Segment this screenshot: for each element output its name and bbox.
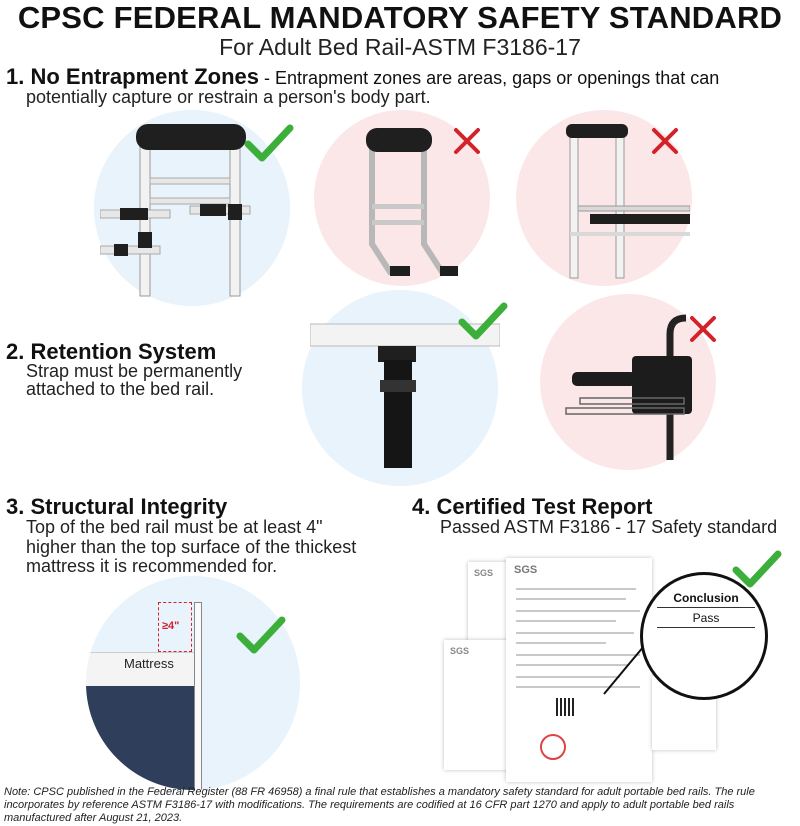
footer-note-line3: manufactured after August 21, 2023. (4, 812, 183, 824)
section-4-heading-text: 4. Certified Test Report (412, 494, 653, 519)
footer-note (4, 786, 796, 825)
report-text-line (516, 588, 636, 590)
section-3-line3: mattress it is recommended for. (26, 556, 278, 576)
section-2-line1: Strap must be permanently (26, 361, 243, 381)
mattress-label: Mattress (124, 656, 174, 671)
section-3-heading-text: 3. Structural Integrity (6, 494, 228, 519)
check-icon (458, 300, 508, 342)
page-subtitle: For Adult Bed Rail-ASTM F3186-17 (219, 34, 581, 60)
height-label: ≥4" (162, 620, 180, 632)
report-text-line (516, 610, 640, 612)
stamp-seal (540, 734, 566, 760)
report-text-line (516, 642, 606, 644)
check-icon (244, 122, 294, 164)
section-2-line2: attached to the bed rail. (26, 379, 215, 399)
footer-note-line2: incorporates by reference ASTM F3186-17 with modifications. The requirements are codified at 16 CFR part 1270 and apply to adult portable bed rails (4, 799, 735, 811)
report-brand-front: SGS (514, 564, 538, 576)
bed-base-shape (86, 686, 194, 790)
section-1-description: - Entrapment zones are areas, gaps or openings that can (259, 68, 720, 88)
section-2-heading-text: 2. Retention System (6, 339, 217, 364)
section-3-line2: higher than the top surface of the thickest (26, 537, 357, 557)
conclusion-zoom-circle (640, 572, 768, 700)
page-title: CPSC FEDERAL MANDATORY SAFETY STANDARD (17, 0, 783, 35)
section-3-line1: Top of the bed rail must be at least 4" (26, 517, 323, 537)
conclusion-value: Pass (657, 611, 755, 628)
cross-icon (688, 314, 718, 344)
section-1-heading: 1. No Entrapment Zones (6, 64, 260, 89)
check-icon (236, 614, 286, 656)
cross-icon (452, 126, 482, 156)
rail-post (194, 602, 202, 790)
cross-icon (650, 126, 680, 156)
section-4-line1: Passed ASTM F3186 - 17 Safety standard (440, 517, 778, 537)
report-brand-left: SGS (450, 646, 470, 656)
footer-note-line1: Note: CPSC published in the Federal Register (88 FR 46958) a final rule that establishes a mandatory safety standard for adult portable bed rails. The rule (4, 786, 755, 798)
report-brand-back: SGS (474, 568, 494, 578)
strap-good-image (310, 320, 500, 480)
qr-code (556, 698, 574, 716)
report-text-line (516, 598, 626, 600)
structural-diagram (86, 576, 300, 790)
section-1-description-line2: potentially capture or restrain a person's body part. (26, 87, 431, 107)
check-icon (732, 548, 782, 590)
conclusion-label: Conclusion (657, 591, 755, 608)
